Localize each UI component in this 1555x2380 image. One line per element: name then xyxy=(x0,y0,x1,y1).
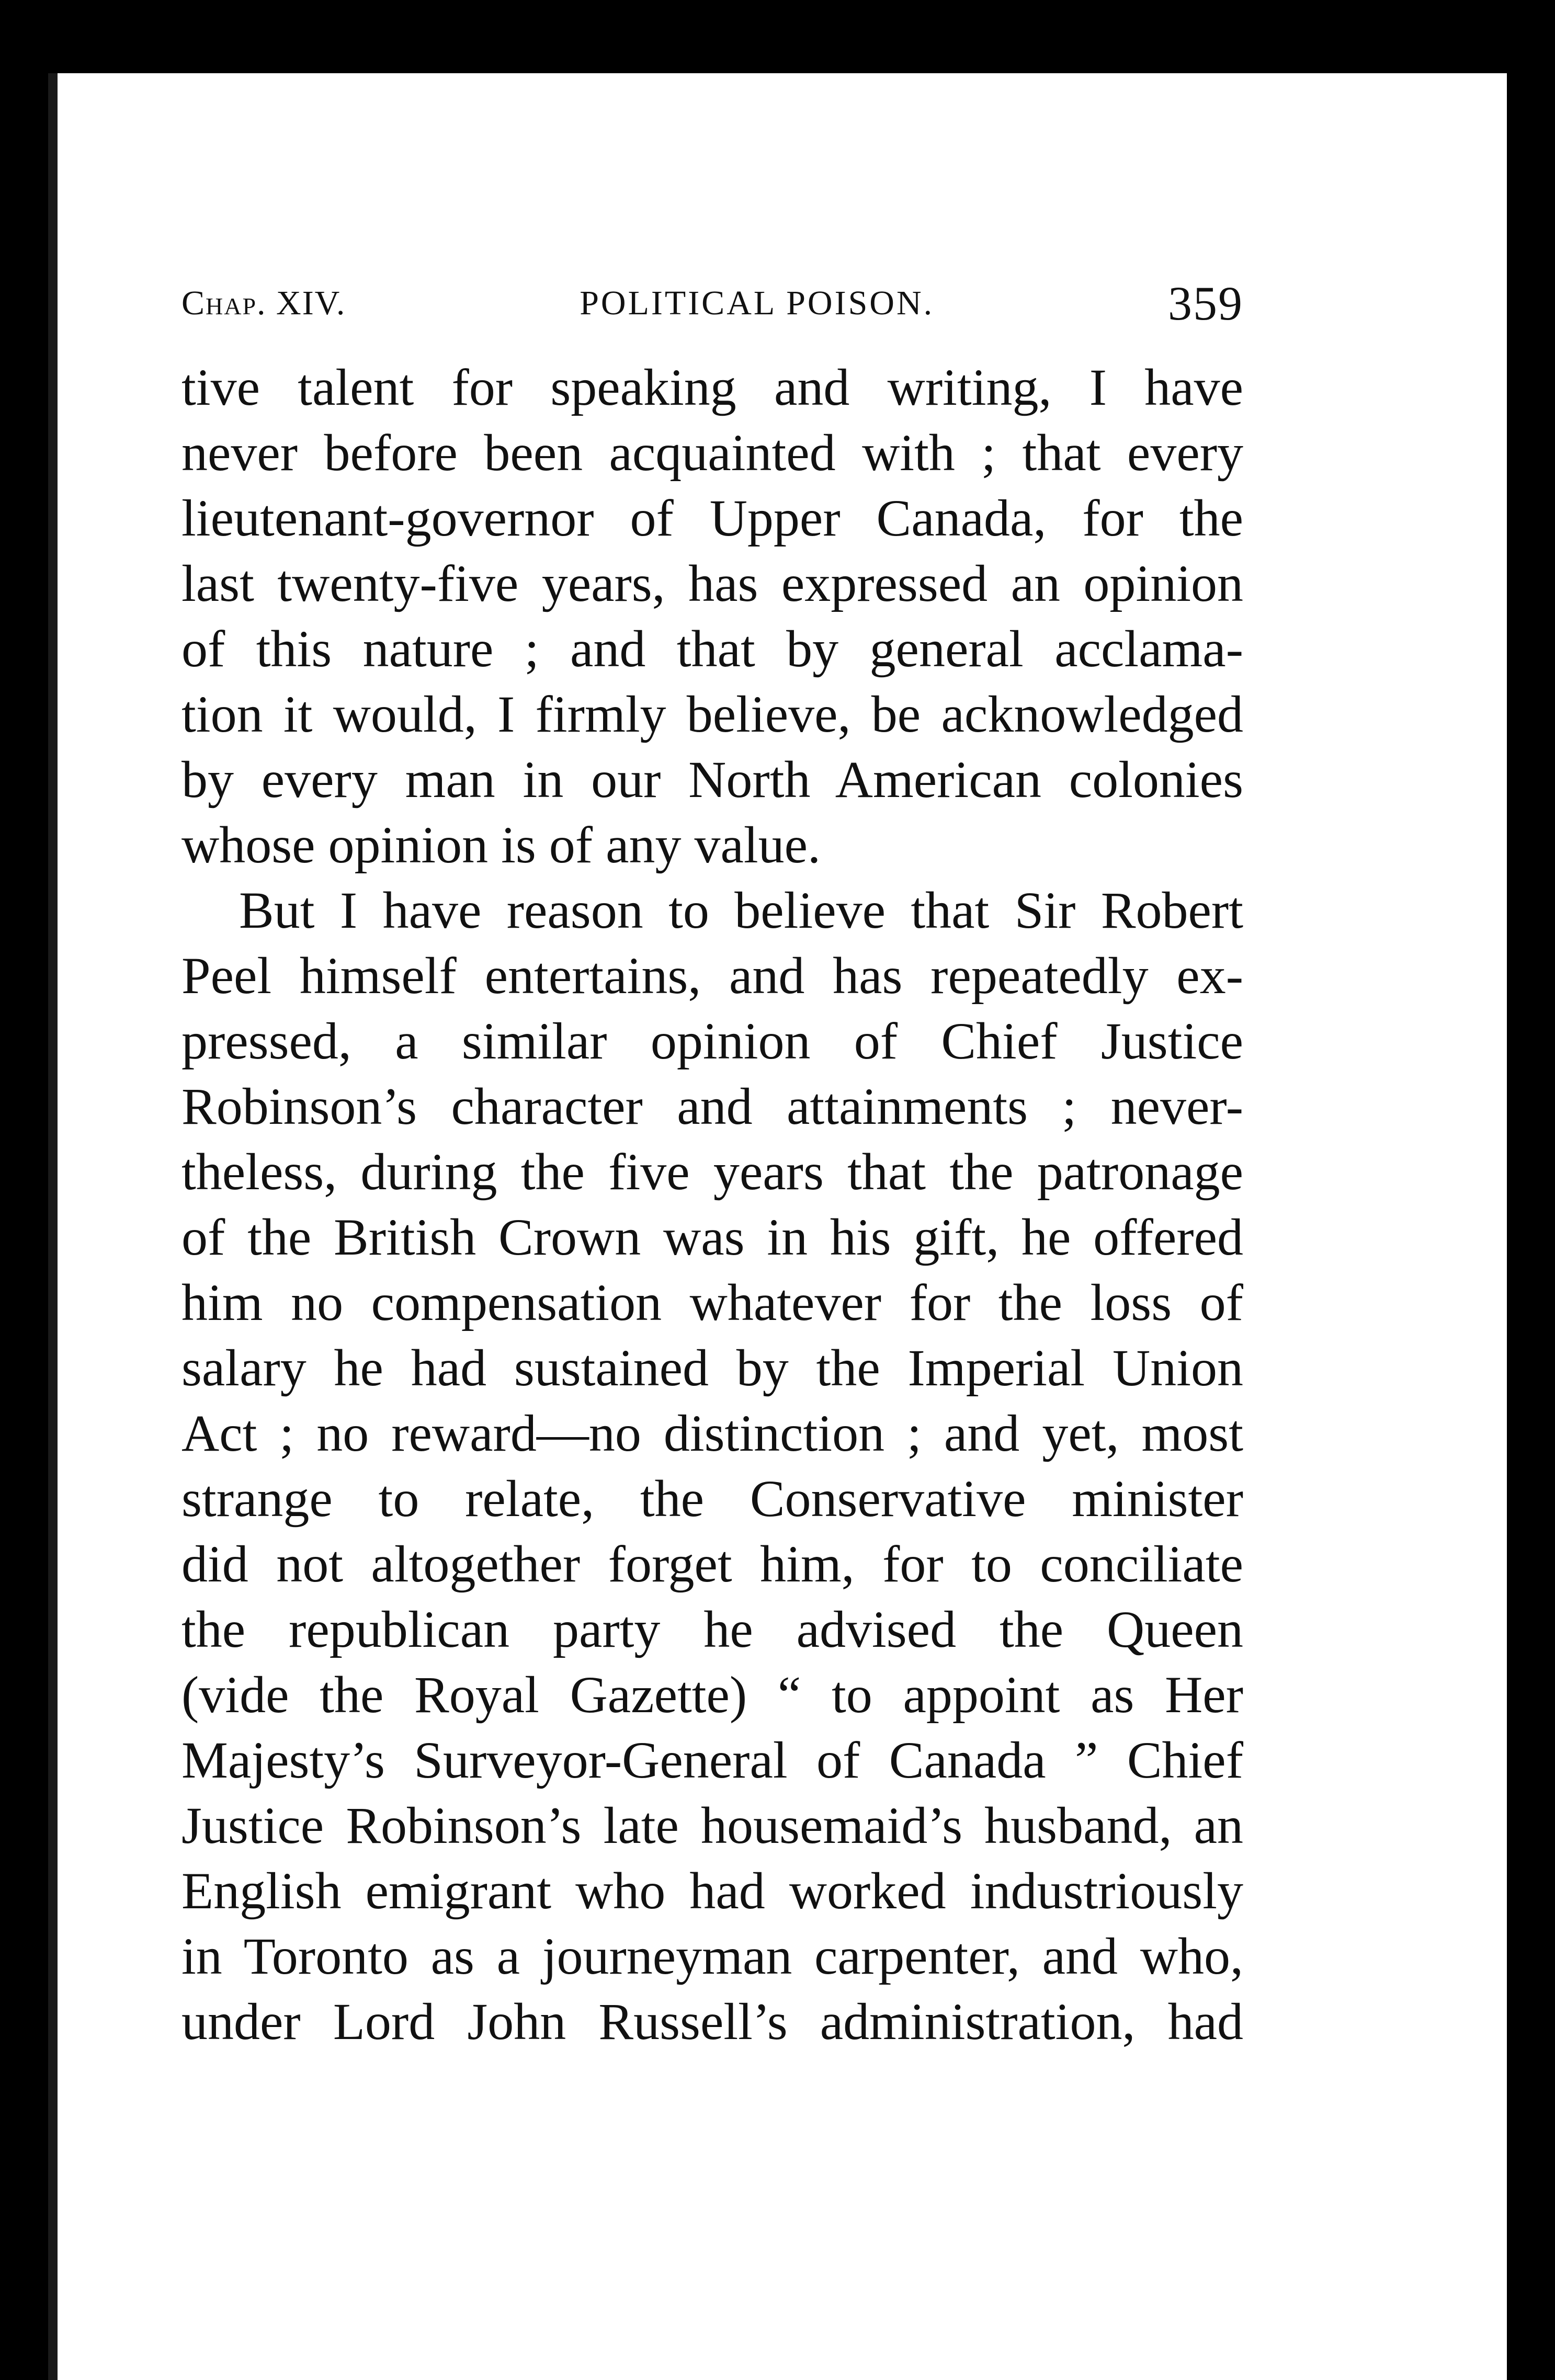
text-line: of the British Crown was in his gift, he offered xyxy=(181,1208,1243,1266)
text-line: But I have reason to believe that Sir Robert xyxy=(239,881,1243,939)
text-line: lieutenant-governor of Upper Canada, for the xyxy=(181,489,1243,547)
text-line: Robinson’s character and attainments ; never- xyxy=(181,1077,1243,1135)
page-spine-edge xyxy=(48,73,58,2380)
text-line: Majesty’s Surveyor-General of Canada ” Chief xyxy=(181,1731,1243,1789)
text-line: pressed, a similar opinion of Chief Justice xyxy=(181,1012,1243,1070)
text-line: tion it would, I firmly believe, be acknowledged xyxy=(181,685,1243,743)
text-line: theless, during the five years that the patronage xyxy=(181,1143,1243,1201)
text-line: whose opinion is of any value. xyxy=(181,816,821,874)
running-title: POLITICAL POISON. xyxy=(580,284,935,322)
text-line: did not altogether forget him, for to conciliate xyxy=(181,1535,1243,1593)
text-line: by every man in our North American colonies xyxy=(181,750,1243,808)
text-line: under Lord John Russell’s administration, had xyxy=(181,1992,1243,2051)
text-line: last twenty-five years, has expressed an opinion xyxy=(181,554,1243,612)
text-line: (vide the Royal Gazette) “ to appoint as Her xyxy=(181,1666,1243,1724)
running-head xyxy=(181,267,1243,340)
text-line: the republican party he advised the Queen xyxy=(181,1600,1243,1658)
text-line: Act ; no reward—no distinction ; and yet, most xyxy=(181,1404,1243,1462)
text-line: of this nature ; and that by general acclama- xyxy=(181,620,1243,678)
chapter-label: Chap. XIV. xyxy=(181,284,346,322)
text-line: him no compensation whatever for the loss of xyxy=(181,1273,1243,1331)
text-line: strange to relate, the Conservative minister xyxy=(181,1470,1243,1528)
body-text xyxy=(181,355,1243,2054)
text-line: in Toronto as a journeyman carpenter, and who, xyxy=(181,1927,1243,1985)
text-line: Peel himself entertains, and has repeatedly ex- xyxy=(181,947,1243,1005)
text-line: Justice Robinson’s late housemaid’s husband, an xyxy=(181,1796,1243,1854)
page-number: 359 xyxy=(1167,277,1243,330)
book-page xyxy=(48,73,1507,2380)
text-line: English emigrant who had worked industriously xyxy=(181,1862,1243,1920)
text-line: tive talent for speaking and writing, I have xyxy=(181,358,1243,416)
text-line: never before been acquainted with ; that every xyxy=(181,424,1243,482)
text-line: salary he had sustained by the Imperial Union xyxy=(181,1339,1243,1397)
